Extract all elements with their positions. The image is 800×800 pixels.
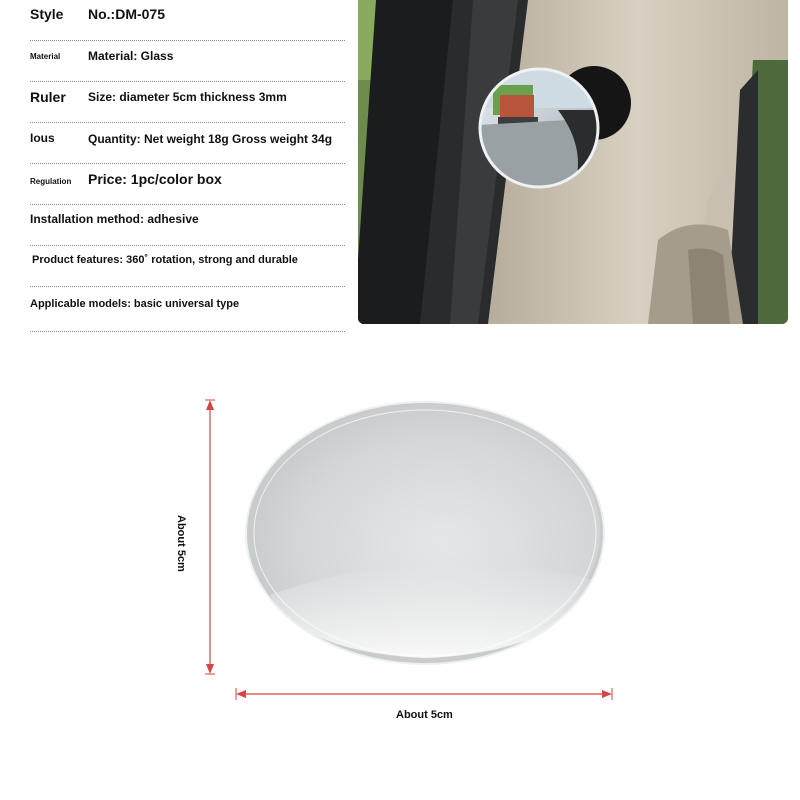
mirror-dimension-svg [170, 390, 640, 735]
spec-value: Size: diameter 5cm thickness 3mm [88, 90, 287, 104]
width-label: About 5cm [396, 709, 453, 721]
product-photo [358, 0, 788, 324]
spec-row-material [30, 41, 345, 82]
spec-key: Material [30, 52, 61, 61]
car-pillar-illustration [358, 0, 788, 324]
spec-value: Quantity: Net weight 18g Gross weight 34g [88, 132, 333, 146]
spec-row-ruler [30, 82, 345, 123]
spec-row-features [30, 246, 345, 287]
spec-value: Installation method: adhesive [30, 212, 199, 226]
spec-value: Applicable models: basic universal type [30, 298, 240, 310]
height-label: About 5cm [175, 515, 187, 572]
spec-value: Product features: 360˚ rotation, strong and durable [32, 254, 298, 266]
spec-key: Style [30, 6, 64, 22]
dimension-diagram [170, 390, 640, 735]
spec-table [30, 0, 345, 332]
spec-row-quantity [30, 123, 345, 164]
spec-row-models [30, 287, 345, 332]
spec-key: Regulation [30, 177, 72, 186]
spec-key: Ious [30, 131, 55, 145]
spec-value: Material: Glass [88, 49, 174, 63]
spec-key: Ruler [30, 89, 66, 105]
spec-value: Price: 1pc/color box [88, 171, 222, 187]
spec-row-style [30, 0, 345, 41]
spec-value: No.:DM-075 [88, 6, 166, 22]
spec-row-price [30, 164, 345, 205]
spec-row-installation [30, 205, 345, 246]
